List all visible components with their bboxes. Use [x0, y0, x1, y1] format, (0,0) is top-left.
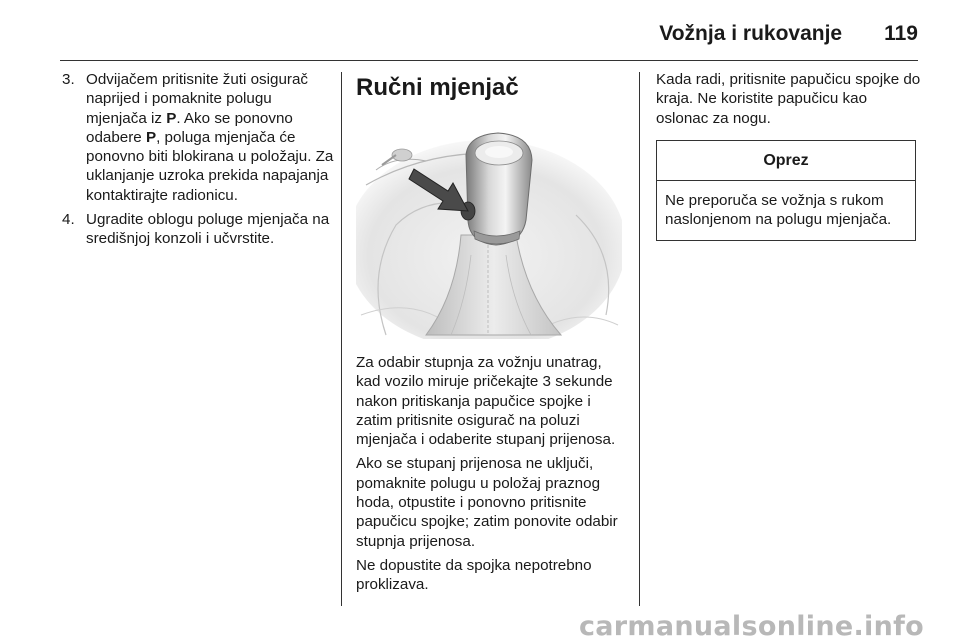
paragraph: Ako se stupanj prijenosa ne uključi, pomaknite polugu u položaj praznog hoda, otpustite i ponovno pritisnite papučicu spojke; zatim ponovite odabir stupnja prijenosa.	[356, 455, 618, 550]
step-3	[62, 70, 334, 205]
column-3	[656, 70, 922, 241]
caution-title: Oprez	[657, 141, 915, 181]
step-text: , poluga mjenjača će ponovno biti blokirana u položaju. Za uklanjanje uzroka prekida napajanja kontaktirajte radionicu.	[86, 128, 334, 204]
page-header	[60, 14, 918, 54]
section-title: Ručni mjenjač	[356, 74, 519, 101]
gear-p-label: P	[166, 109, 177, 127]
step-4	[62, 210, 334, 249]
header-divider	[60, 60, 918, 61]
gear-p-label: P	[145, 128, 157, 146]
paragraph: Ne dopustite da spojka nepotrebno proklizava.	[356, 556, 592, 594]
gear-shift-illustration	[356, 125, 622, 339]
page-number: 119	[884, 22, 918, 45]
column-divider-2	[639, 72, 640, 606]
step-text: Ugradite oblogu poluge mjenjača na središnjoj konzoli i učvrstite.	[86, 211, 330, 248]
column-divider-1	[341, 72, 342, 606]
column-2	[356, 70, 628, 600]
caution-body: Ne preporuča se vožnja s rukom naslonjenom na polugu mjenjača.	[665, 192, 892, 229]
gear-lever-image	[356, 125, 622, 339]
chapter-title: Vožnja i rukovanje	[659, 22, 843, 45]
manual-transmission-text	[356, 353, 628, 595]
step-text: Odvijačem pritisnite žuti osigurač naprijed i pomaknite polugu mjenjača iz	[86, 71, 308, 127]
site-watermark: carmanualsonline.info	[578, 611, 924, 642]
step-text: . Ako se ponovno odabere	[86, 109, 293, 146]
step-number: 4.	[62, 211, 75, 229]
step-list	[62, 70, 334, 249]
step-number: 3.	[62, 71, 75, 88]
paragraph: Za odabir stupnja za vožnju unatrag, kad vozilo miruje pričekajte 3 sekunde nakon pritiskanja papučice spojke i zatim pritisnite osigurač na poluzi mjenjača i odaberite stupanj prijenosa.	[356, 354, 616, 449]
caution-box	[656, 140, 916, 241]
paragraph: Kada radi, pritisnite papučicu spojke do kraja. Ne koristite papučicu kao oslonac za nogu.	[656, 71, 921, 127]
column-1	[62, 70, 334, 254]
